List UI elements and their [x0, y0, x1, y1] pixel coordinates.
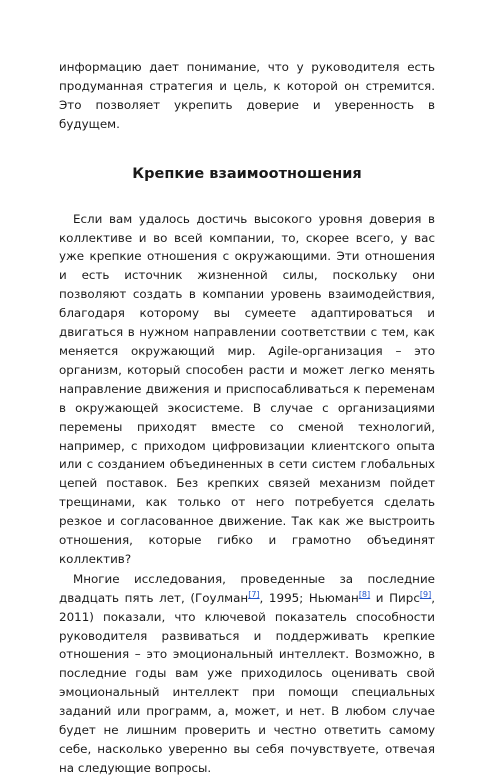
section-heading: Крепкие взаимоотношения	[132, 165, 362, 182]
paragraph-relationships: Если вам удалось достичь высокого уровня доверия в коллективе и во всей компании, то, скорее всего, у вас уже крепкие отношения с окружающими. Эти отношения и есть источник жизненной силы, поскольку они позволяют создать в компании уровень взаимодействия, благодаря которому вы сумеете адаптироваться и двигаться в нужном направлении соответствии с тем, как меняется окружающий мир. Agile-организация – это организм, который способен расти и может легко менять направление движения и приспосабливаться к переменам в окружающей экосистеме. В случае с организациями перемены приходят вместе со сменой технологий, например, с приходом цифровизации клиентского опыта или с созданием объединенных в сети систем глобальных цепей поставок. Без крепких связей механизм пойдет трещинами, как только от него потребуется сделать резкое и согласованное движение. Так как же выстроить отношения, которые гибко и грамотно объединят коллектив?	[59, 211, 435, 566]
paragraph-research	[59, 570, 435, 778]
footnote-link-9[interactable]: [9]	[419, 589, 432, 599]
paragraph-research-text-1: Многие исследования, проведенные за последние двадцать пять лет, (Гоулман	[59, 571, 435, 605]
footnote-link-7[interactable]: [7]	[248, 589, 260, 599]
footnote-link-8[interactable]: [8]	[358, 589, 371, 599]
paragraph-research-text-3: и Пирс	[370, 590, 420, 605]
paragraph-research-text-4: , 2011) показали, что ключевой показатель способности руководителя развиваться и поддерживать крепкие отношения – это эмоциональный интеллект. Возможно, в последние годы вам уже приходилось оценивать свой эмоциональный интеллект при помощи специальных заданий или программ, а, может, и нет. В любом случае будет не лишним проверить и честно ответить самому себе, насколько уверенно вы себя почувствуете, отвечая на следующие вопросы.	[59, 590, 435, 775]
book-page	[59, 58, 435, 778]
paragraph-research-text-2: , 1995; Ньюман	[259, 590, 359, 605]
intro-paragraph: информацию дает понимание, что у руководителя есть продуманная стратегия и цель, к которой он стремится. Это позволяет укрепить доверие и уверенность в будущем.	[59, 60, 435, 131]
